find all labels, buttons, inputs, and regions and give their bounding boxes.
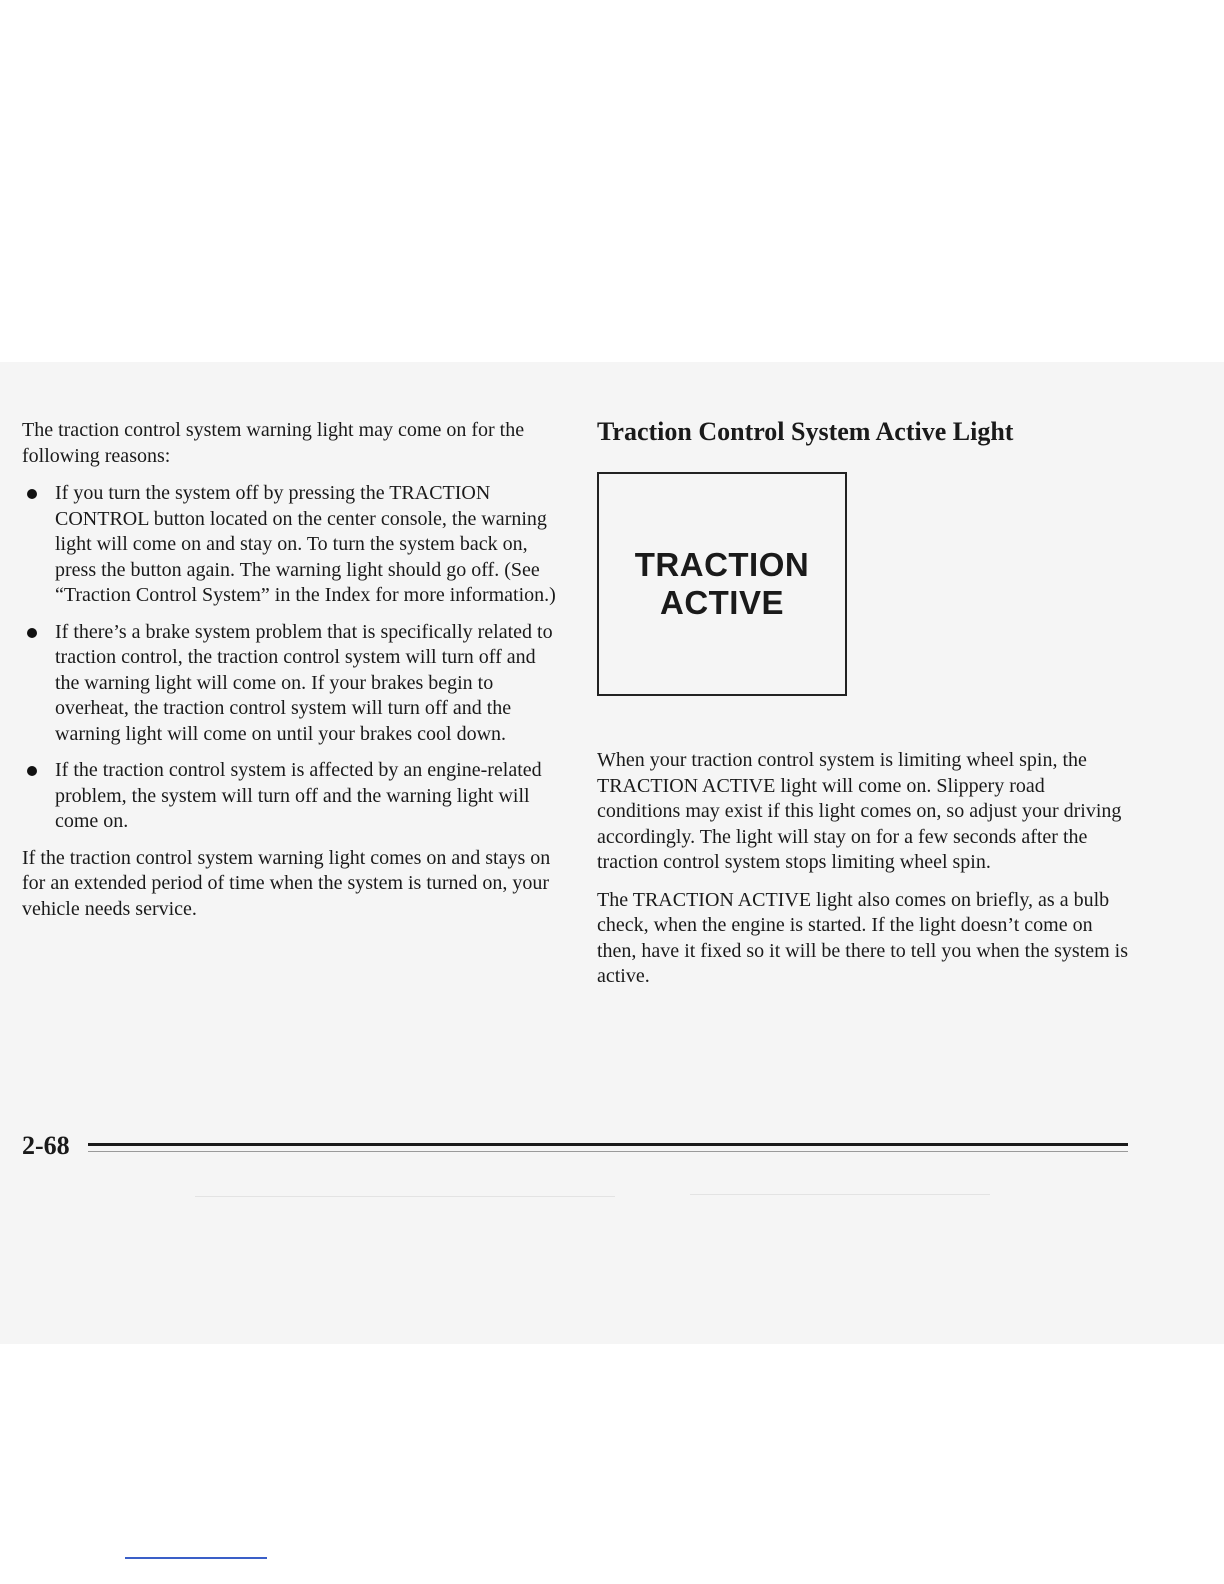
page-number: 2-68 <box>22 1131 70 1160</box>
indicator-line-2: ACTIVE <box>659 584 784 621</box>
closing-paragraph: If the traction control system warning light comes on and stays on for an extended period of time when the system is turned on, your vehicle needs service. <box>22 846 551 920</box>
reasons-list <box>22 481 557 835</box>
footer-rule-thin <box>88 1151 1128 1152</box>
left-column <box>22 418 557 922</box>
list-item-text: If the traction control system is affected by an engine-related problem, the system will turn off and the warning light will come on. <box>55 759 542 832</box>
list-item-text: If there’s a brake system problem that is specifically related to traction control, the traction control system will turn off and the warning light will come on. If your brakes begin to overheat, the traction control system will turn off and the warning light will come on until your brakes cool down. <box>55 620 553 745</box>
bullet-icon <box>27 628 37 638</box>
footer-rule <box>88 1143 1128 1146</box>
bulb-check-paragraph: The TRACTION ACTIVE light also comes on briefly, as a bulb check, when the engine is started. If the light doesn’t come on then, have it fixed so it will be there to tell you when the system is active. <box>597 888 1129 987</box>
list-item <box>22 758 557 835</box>
list-item-text: If you turn the system off by pressing the TRACTION CONTROL button located on the center console, the warning light will come on and stay on. To turn the system back on, press the button again. The warning light should go off. (See “Traction Control System” in the Index for more information.) <box>55 482 556 606</box>
list-item <box>22 620 557 748</box>
traction-active-indicator <box>597 472 847 696</box>
link-underline[interactable] <box>125 1557 267 1559</box>
bullet-icon <box>27 766 37 776</box>
bullet-icon <box>27 489 37 499</box>
description-paragraph: When your traction control system is limiting wheel spin, the TRACTION ACTIVE light will come on. Slippery road conditions may exist if this light comes on, so adjust your driving accordingly. The light will stay on for a few seconds after the traction control system stops limiting wheel spin. <box>597 749 1122 873</box>
intro-paragraph: The traction control system warning light may come on for the following reasons: <box>22 419 525 467</box>
indicator-label <box>635 546 809 622</box>
divider <box>195 1196 615 1197</box>
page-footer <box>22 1131 1128 1171</box>
indicator-line-1: TRACTION <box>634 546 810 583</box>
divider <box>690 1194 990 1195</box>
section-heading: Traction Control System Active Light <box>597 417 1014 446</box>
list-item <box>22 481 557 609</box>
right-column <box>597 414 1132 990</box>
